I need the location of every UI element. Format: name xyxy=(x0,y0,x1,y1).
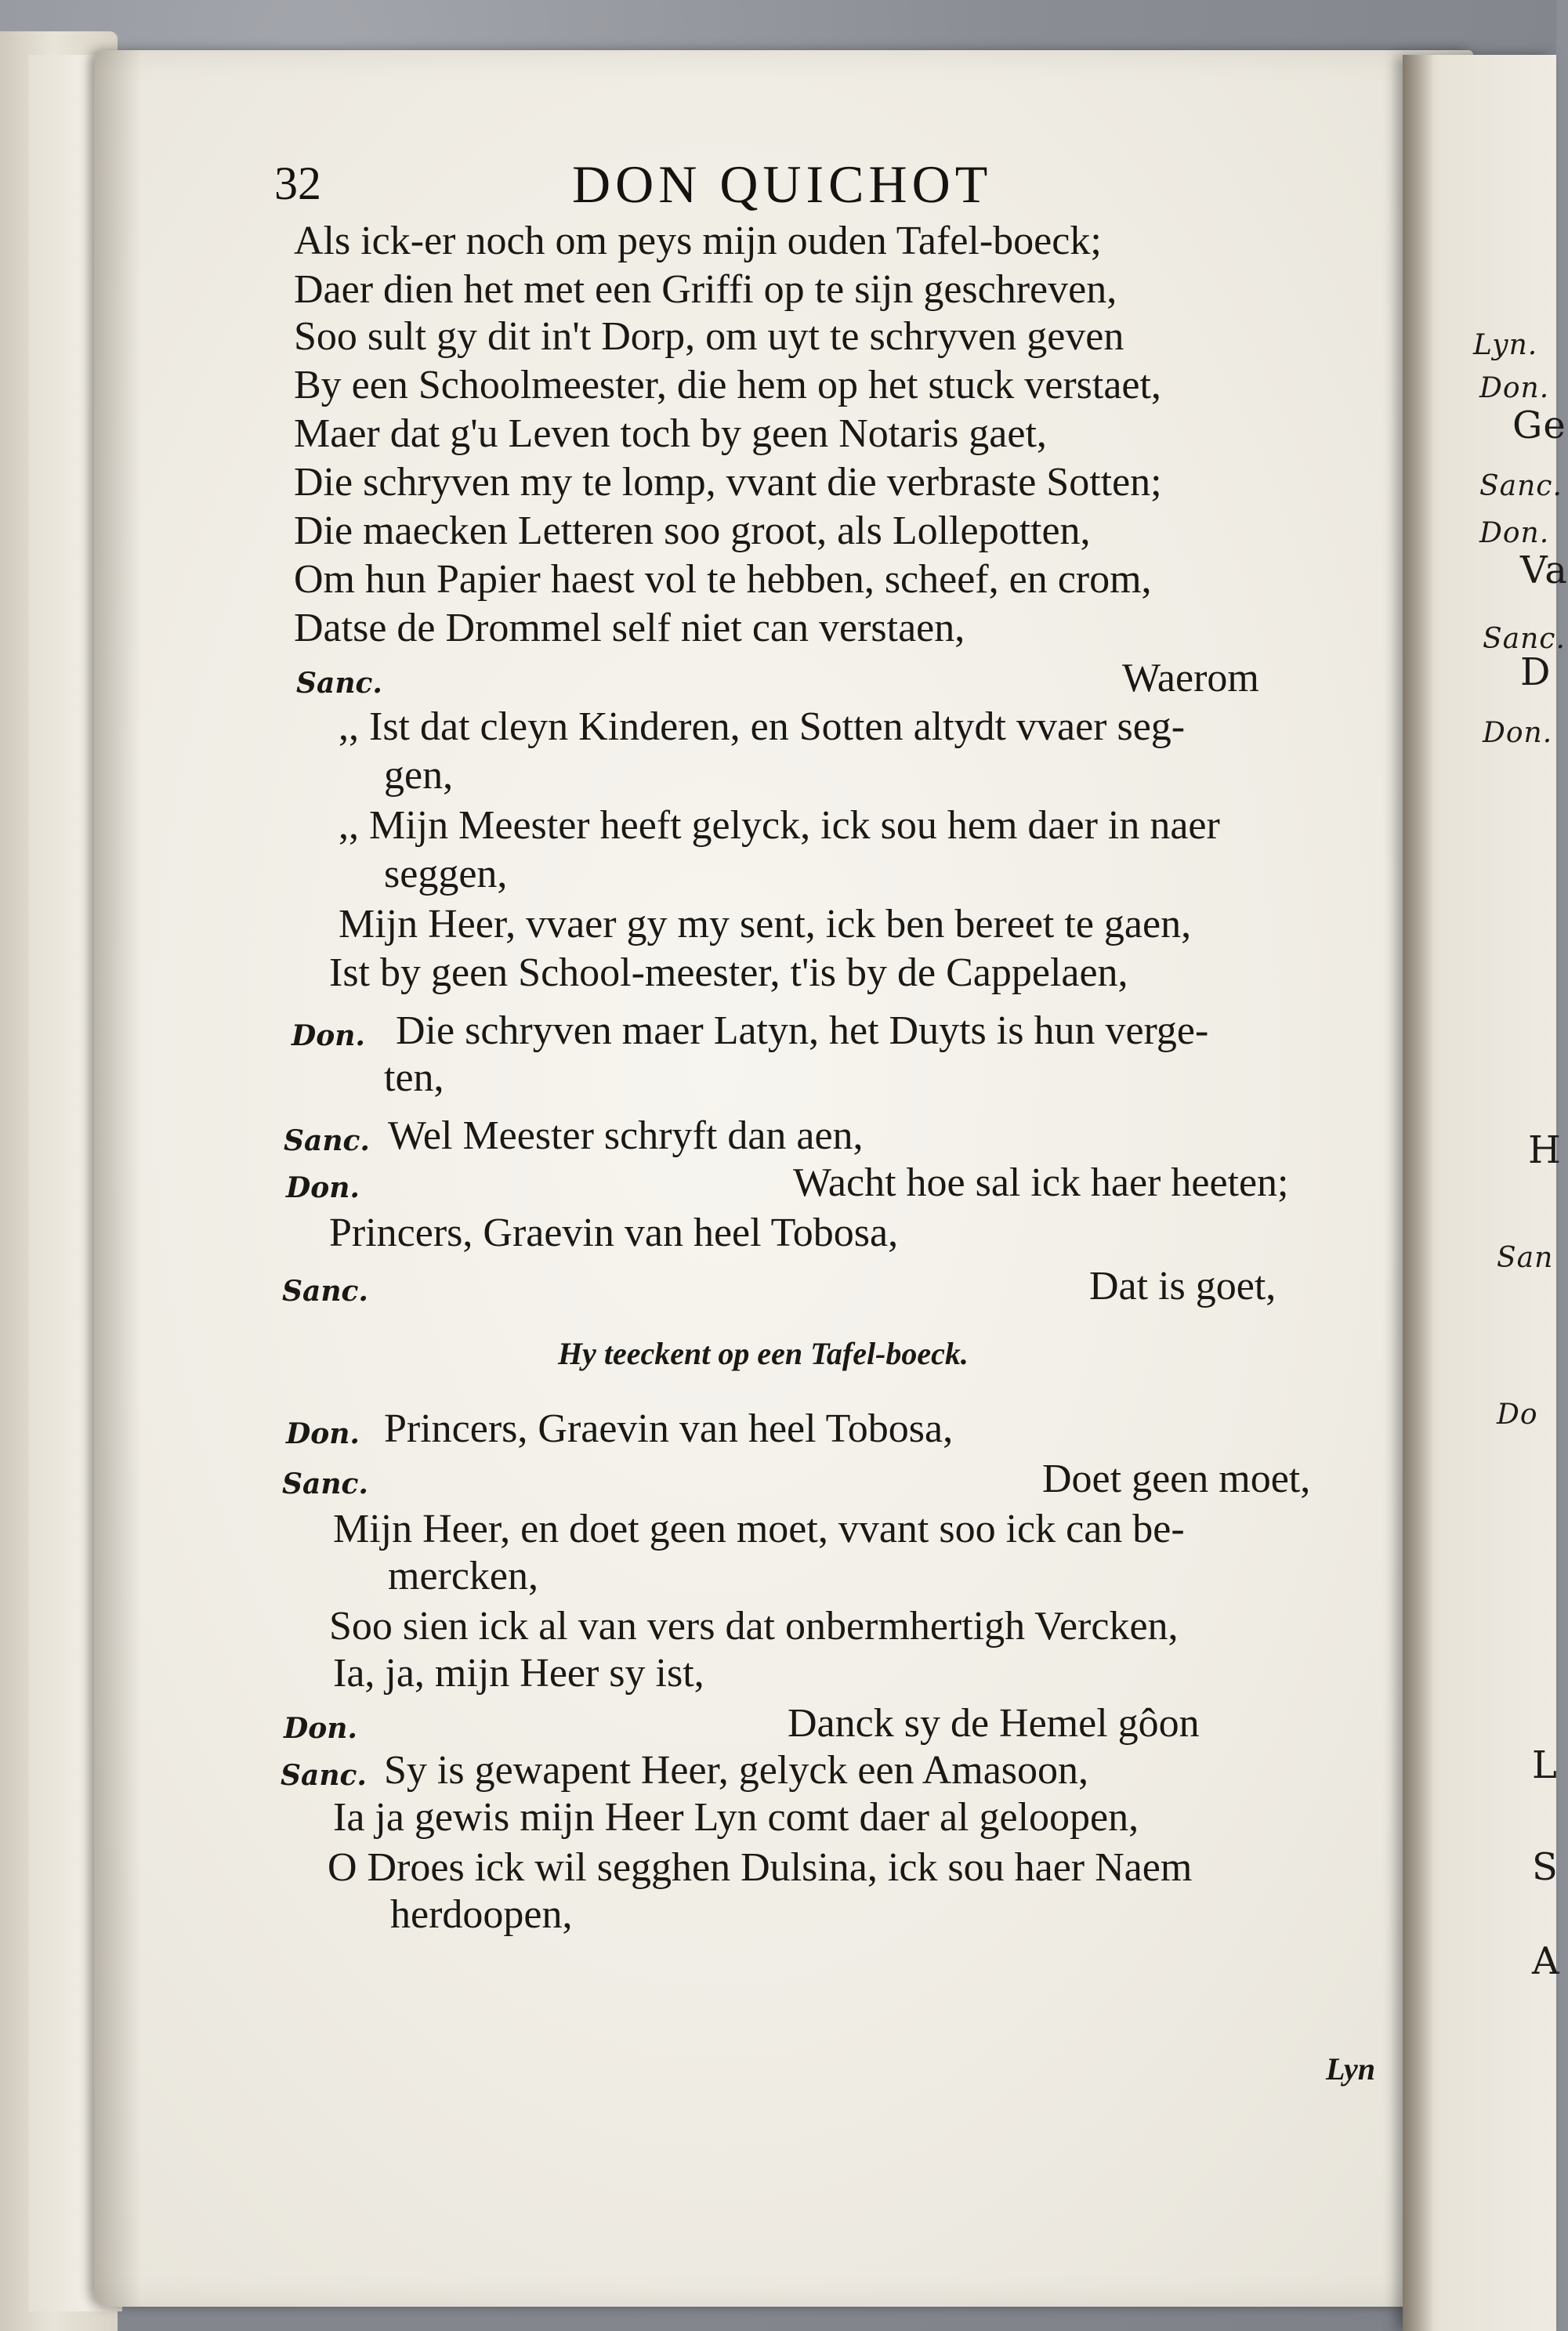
facing-page-fragment: Do xyxy=(1497,1399,1538,1431)
text-line: Danck sy de Hemel gôon xyxy=(788,1701,1200,1746)
text-line: Mijn Heer, vvaer gy my sent, ick ben bereet te gaen, xyxy=(339,902,1192,947)
text-line: Princers, Graevin van heel Tobosa, xyxy=(384,1406,954,1451)
text-line: Mijn Heer, en doet geen moet, vvant soo ick can be- xyxy=(333,1507,1185,1551)
speaker-label: Sanc. xyxy=(282,1275,368,1308)
text-line: Ist by geen School-meester, t'is by de Cappelaen, xyxy=(329,950,1128,995)
text-line: ,, Mijn Meester heeft gelyck, ick sou hem daer in naer xyxy=(339,803,1220,848)
speaker-label: Don. xyxy=(292,1019,365,1052)
catchword: Lyn xyxy=(1326,2051,1375,2087)
text-line: Wacht hoe sal ick haer heeten; xyxy=(793,1160,1289,1205)
page-number: 32 xyxy=(274,157,321,209)
text-line: Maer dat g'u Leven toch by geen Notaris gaet, xyxy=(294,411,1047,456)
text-line: Daer dien het met een Griffi op te sijn geschreven, xyxy=(294,267,1117,312)
text-line: Die schryven my te lomp, vvant die verbraste Sotten; xyxy=(294,460,1162,505)
text-line: Sy is gewapent Heer, gelyck een Amasoon, xyxy=(384,1748,1089,1793)
text-line: gen, xyxy=(384,753,454,798)
text-line: Wel Meester schryft dan aen, xyxy=(388,1113,864,1158)
text-line: Om hun Papier haest vol te hebben, scheef, en crom, xyxy=(294,557,1152,602)
facing-page-fragment: Don. xyxy=(1483,717,1553,749)
text-line: O Droes ick wil segghen Dulsina, ick sou haer Naem xyxy=(328,1845,1193,1890)
show-through-text xyxy=(439,1935,447,1973)
facing-page-fragment: H xyxy=(1528,1128,1562,1172)
text-line: seggen, xyxy=(384,852,508,896)
facing-page-fragment: Sanc. xyxy=(1483,623,1566,655)
text-line: Dat is goet, xyxy=(1089,1264,1276,1308)
text-line: Soo sien ick al van vers dat onbermhertigh Vercken, xyxy=(329,1604,1179,1649)
speaker-label: Sanc. xyxy=(282,1468,368,1500)
facing-page-fragment: Va xyxy=(1520,548,1568,592)
speaker-label: Sanc. xyxy=(281,1759,367,1792)
speaker-label: Don. xyxy=(286,1417,360,1450)
facing-page-fragment: Sanc. xyxy=(1479,470,1563,502)
text-line: Princers, Graevin van heel Tobosa, xyxy=(329,1211,899,1255)
speaker-label: Don. xyxy=(286,1171,360,1204)
facing-page-fragment: Ge xyxy=(1512,404,1566,447)
text-line: Als ick-er noch om peys mijn ouden Tafel-boeck; xyxy=(294,219,1102,263)
text-line: Soo sult gy dit in't Dorp, om uyt te schryven geven xyxy=(294,314,1124,359)
facing-page-fragment: San xyxy=(1497,1242,1554,1274)
speaker-label: Sanc. xyxy=(296,667,382,700)
page-binding-shadow xyxy=(94,50,141,2307)
running-head: DON QUICHOT xyxy=(572,154,993,214)
text-line: Die maecken Letteren soo groot, als Lollepotten, xyxy=(294,509,1091,553)
text-line: Ia ja gewis mijn Heer Lyn comt daer al geloopen, xyxy=(333,1795,1139,1840)
facing-page-fragment: S xyxy=(1532,1845,1559,1889)
facing-page-fragment: Don. xyxy=(1479,372,1550,404)
facing-page-fragment: Don. xyxy=(1479,517,1550,549)
text-line: ,, Ist dat cleyn Kinderen, en Sotten altydt vvaer seg- xyxy=(339,704,1186,749)
text-line: Waerom xyxy=(1122,656,1259,700)
facing-page-fragment: A xyxy=(1532,1939,1560,1983)
text-line: Datse de Drommel self niet can verstaen, xyxy=(294,606,965,650)
text-line: Ia, ja, mijn Heer sy ist, xyxy=(333,1651,704,1696)
facing-page-fragment: Lyn. xyxy=(1473,329,1538,361)
text-line: Doet geen moet, xyxy=(1042,1457,1311,1501)
text-line: By een Schoolmeester, die hem op het stuck verstaet, xyxy=(294,363,1161,407)
text-line: mercken, xyxy=(388,1554,539,1598)
speaker-label: Sanc. xyxy=(284,1124,370,1157)
facing-page-gutter xyxy=(1403,55,1434,2331)
text-line: Die schryven maer Latyn, het Duyts is hun verge- xyxy=(396,1008,1209,1053)
facing-page-fragment: L xyxy=(1532,1743,1558,1787)
stage-direction: Hy teeckent op een Tafel-boeck. xyxy=(558,1336,969,1371)
speaker-label: Don. xyxy=(284,1712,357,1745)
text-line: herdoopen, xyxy=(390,1892,573,1937)
facing-page-fragment: D xyxy=(1520,650,1552,694)
text-line: ten, xyxy=(384,1055,444,1100)
